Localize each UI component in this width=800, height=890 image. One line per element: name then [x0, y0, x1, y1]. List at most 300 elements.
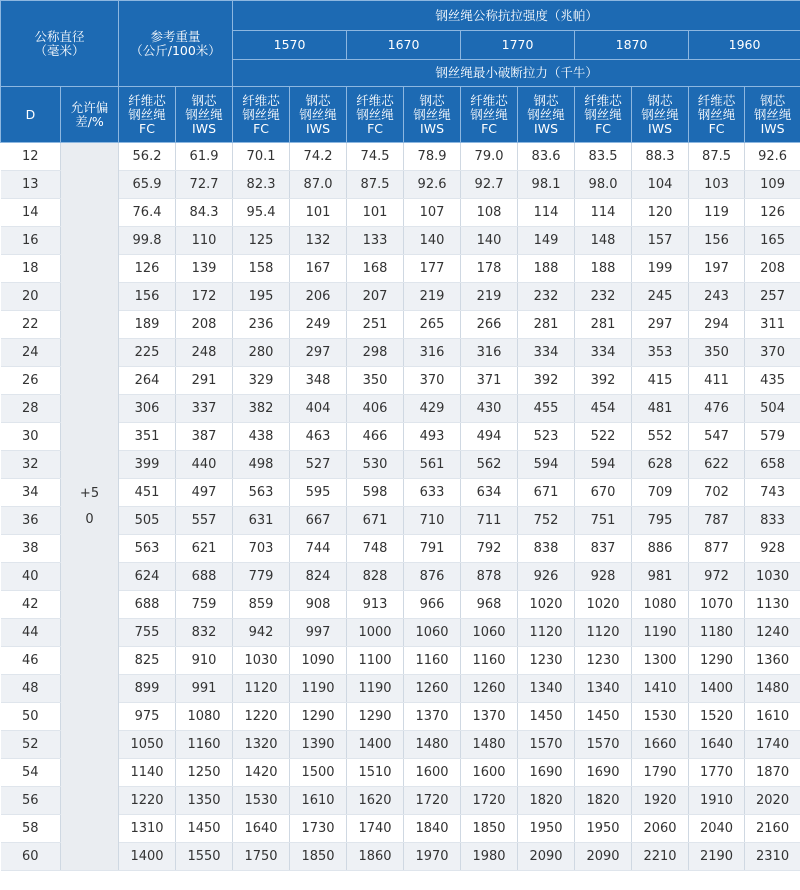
value-cell: 92.7	[461, 171, 518, 199]
diameter-header: 公称直径 （毫米）	[1, 1, 119, 87]
table-row	[1, 535, 800, 563]
value-cell: 968	[461, 591, 518, 619]
value-cell: 1820	[575, 787, 632, 815]
value-cell: 219	[404, 283, 461, 311]
diameter-cell: 58	[1, 815, 61, 843]
diameter-cell: 34	[1, 479, 61, 507]
value-cell: 832	[176, 619, 233, 647]
table-row	[1, 759, 800, 787]
value-cell: 291	[176, 367, 233, 395]
diameter-cell: 46	[1, 647, 61, 675]
iws-header: 钢芯 钢丝绳 IWS	[632, 87, 689, 143]
value-cell: 838	[518, 535, 575, 563]
value-cell: 547	[689, 423, 745, 451]
diameter-cell: 50	[1, 703, 61, 731]
table-row	[1, 367, 800, 395]
value-cell: 628	[632, 451, 689, 479]
value-cell: 1030	[745, 563, 800, 591]
value-cell: 1080	[632, 591, 689, 619]
value-cell: 392	[518, 367, 575, 395]
table-row	[1, 395, 800, 423]
table-row	[1, 339, 800, 367]
value-cell: 168	[347, 255, 404, 283]
value-cell: 351	[119, 423, 176, 451]
value-cell: 70.1	[233, 143, 290, 171]
value-cell: 1220	[119, 787, 176, 815]
weight-header: 参考重量 （公斤/100米）	[119, 1, 233, 87]
value-cell: 1480	[745, 675, 800, 703]
value-cell: 79.0	[461, 143, 518, 171]
value-cell: 709	[632, 479, 689, 507]
value-cell: 505	[119, 507, 176, 535]
value-cell: 245	[632, 283, 689, 311]
value-cell: 981	[632, 563, 689, 591]
value-cell: 667	[290, 507, 347, 535]
value-cell: 711	[461, 507, 518, 535]
value-cell: 624	[119, 563, 176, 591]
value-cell: 1190	[290, 675, 347, 703]
diameter-cell: 52	[1, 731, 61, 759]
diameter-cell: 22	[1, 311, 61, 339]
value-cell: 232	[518, 283, 575, 311]
table-row	[1, 451, 800, 479]
value-cell: 2310	[745, 843, 800, 871]
fc-header: 纤维芯 钢丝绳 FC	[689, 87, 745, 143]
value-cell: 82.3	[233, 171, 290, 199]
value-cell: 1660	[632, 731, 689, 759]
value-cell: 1230	[575, 647, 632, 675]
value-cell: 744	[290, 535, 347, 563]
value-cell: 1290	[689, 647, 745, 675]
value-cell: 371	[461, 367, 518, 395]
fc-header: 纤维芯 钢丝绳 FC	[461, 87, 518, 143]
value-cell: 563	[119, 535, 176, 563]
value-cell: 859	[233, 591, 290, 619]
diameter-cell: 12	[1, 143, 61, 171]
diameter-cell: 13	[1, 171, 61, 199]
value-cell: 1060	[404, 619, 461, 647]
value-cell: 56.2	[119, 143, 176, 171]
value-cell: 466	[347, 423, 404, 451]
value-cell: 87.5	[347, 171, 404, 199]
value-cell: 1840	[404, 815, 461, 843]
value-cell: 795	[632, 507, 689, 535]
value-cell: 1340	[575, 675, 632, 703]
value-cell: 454	[575, 395, 632, 423]
value-cell: 1550	[176, 843, 233, 871]
iws-header: 钢芯 钢丝绳 IWS	[745, 87, 800, 143]
grade-header: 1670	[347, 31, 461, 60]
value-cell: 1090	[290, 647, 347, 675]
value-cell: 109	[745, 171, 800, 199]
value-cell: 631	[233, 507, 290, 535]
value-cell: 1950	[518, 815, 575, 843]
value-cell: 476	[689, 395, 745, 423]
value-cell: 1030	[233, 647, 290, 675]
value-cell: 415	[632, 367, 689, 395]
value-cell: 1620	[347, 787, 404, 815]
value-cell: 133	[347, 227, 404, 255]
value-cell: 1240	[745, 619, 800, 647]
value-cell: 1720	[404, 787, 461, 815]
value-cell: 98.0	[575, 171, 632, 199]
value-cell: 2040	[689, 815, 745, 843]
value-cell: 1420	[233, 759, 290, 787]
value-cell: 1510	[347, 759, 404, 787]
fc-header: 纤维芯 钢丝绳 FC	[575, 87, 632, 143]
value-cell: 594	[518, 451, 575, 479]
value-cell: 101	[290, 199, 347, 227]
table-row	[1, 479, 800, 507]
value-cell: 1160	[461, 647, 518, 675]
value-cell: 1370	[461, 703, 518, 731]
value-cell: 158	[233, 255, 290, 283]
value-cell: 1750	[233, 843, 290, 871]
value-cell: 1610	[745, 703, 800, 731]
value-cell: 1920	[632, 787, 689, 815]
value-cell: 1120	[575, 619, 632, 647]
value-cell: 140	[461, 227, 518, 255]
iws-header: 钢芯 钢丝绳 IWS	[176, 87, 233, 143]
value-cell: 658	[745, 451, 800, 479]
diameter-cell: 40	[1, 563, 61, 591]
table-row	[1, 731, 800, 759]
value-cell: 1720	[461, 787, 518, 815]
value-cell: 2060	[632, 815, 689, 843]
diameter-cell: 54	[1, 759, 61, 787]
breaking-force-header: 钢丝绳最小破断拉力（千牛）	[233, 60, 800, 87]
table-row	[1, 143, 800, 171]
value-cell: 156	[689, 227, 745, 255]
value-cell: 207	[347, 283, 404, 311]
value-cell: 236	[233, 311, 290, 339]
diameter-cell: 24	[1, 339, 61, 367]
value-cell: 828	[347, 563, 404, 591]
value-cell: 481	[632, 395, 689, 423]
value-cell: 1740	[347, 815, 404, 843]
table-row	[1, 787, 800, 815]
value-cell: 208	[745, 255, 800, 283]
value-cell: 561	[404, 451, 461, 479]
value-cell: 1690	[518, 759, 575, 787]
value-cell: 429	[404, 395, 461, 423]
value-cell: 1320	[233, 731, 290, 759]
value-cell: 1400	[347, 731, 404, 759]
value-cell: 243	[689, 283, 745, 311]
value-cell: 1980	[461, 843, 518, 871]
value-cell: 110	[176, 227, 233, 255]
strength-header: 钢丝绳公称抗拉强度（兆帕）	[233, 1, 800, 31]
value-cell: 671	[518, 479, 575, 507]
value-cell: 1390	[290, 731, 347, 759]
value-cell: 688	[119, 591, 176, 619]
value-cell: 1000	[347, 619, 404, 647]
value-cell: 87.5	[689, 143, 745, 171]
value-cell: 114	[518, 199, 575, 227]
value-cell: 522	[575, 423, 632, 451]
table-row	[1, 815, 800, 843]
value-cell: 83.5	[575, 143, 632, 171]
value-cell: 149	[518, 227, 575, 255]
value-cell: 595	[290, 479, 347, 507]
value-cell: 78.9	[404, 143, 461, 171]
value-cell: 188	[575, 255, 632, 283]
table-row	[1, 227, 800, 255]
value-cell: 1770	[689, 759, 745, 787]
value-cell: 1190	[632, 619, 689, 647]
value-cell: 95.4	[233, 199, 290, 227]
value-cell: 942	[233, 619, 290, 647]
fc-header: 纤维芯 钢丝绳 FC	[119, 87, 176, 143]
value-cell: 1300	[632, 647, 689, 675]
value-cell: 563	[233, 479, 290, 507]
value-cell: 189	[119, 311, 176, 339]
diameter-cell: 48	[1, 675, 61, 703]
value-cell: 353	[632, 339, 689, 367]
value-cell: 264	[119, 367, 176, 395]
value-cell: 266	[461, 311, 518, 339]
value-cell: 83.6	[518, 143, 575, 171]
value-cell: 688	[176, 563, 233, 591]
value-cell: 119	[689, 199, 745, 227]
value-cell: 107	[404, 199, 461, 227]
value-cell: 311	[745, 311, 800, 339]
value-cell: 126	[119, 255, 176, 283]
value-cell: 329	[233, 367, 290, 395]
value-cell: 1610	[290, 787, 347, 815]
value-cell: 530	[347, 451, 404, 479]
value-cell: 257	[745, 283, 800, 311]
value-cell: 306	[119, 395, 176, 423]
value-cell: 297	[632, 311, 689, 339]
value-cell: 140	[404, 227, 461, 255]
value-cell: 1290	[347, 703, 404, 731]
value-cell: 1220	[233, 703, 290, 731]
value-cell: 972	[689, 563, 745, 591]
grade-header: 1770	[461, 31, 575, 60]
value-cell: 1860	[347, 843, 404, 871]
value-cell: 87.0	[290, 171, 347, 199]
table-row	[1, 703, 800, 731]
value-cell: 1070	[689, 591, 745, 619]
value-cell: 387	[176, 423, 233, 451]
value-cell: 65.9	[119, 171, 176, 199]
value-cell: 225	[119, 339, 176, 367]
value-cell: 833	[745, 507, 800, 535]
value-cell: 101	[347, 199, 404, 227]
value-cell: 671	[347, 507, 404, 535]
value-cell: 1060	[461, 619, 518, 647]
value-cell: 877	[689, 535, 745, 563]
value-cell: 1290	[290, 703, 347, 731]
value-cell: 1730	[290, 815, 347, 843]
value-cell: 74.5	[347, 143, 404, 171]
value-cell: 92.6	[745, 143, 800, 171]
value-cell: 2190	[689, 843, 745, 871]
value-cell: 1790	[632, 759, 689, 787]
value-cell: 1450	[176, 815, 233, 843]
value-cell: 350	[347, 367, 404, 395]
value-cell: 294	[689, 311, 745, 339]
value-cell: 298	[347, 339, 404, 367]
value-cell: 1020	[518, 591, 575, 619]
value-cell: 1500	[290, 759, 347, 787]
value-cell: 743	[745, 479, 800, 507]
value-cell: 316	[404, 339, 461, 367]
value-cell: 348	[290, 367, 347, 395]
diameter-cell: 44	[1, 619, 61, 647]
value-cell: 178	[461, 255, 518, 283]
value-cell: 928	[745, 535, 800, 563]
value-cell: 494	[461, 423, 518, 451]
value-cell: 997	[290, 619, 347, 647]
diameter-cell: 26	[1, 367, 61, 395]
table-row	[1, 563, 800, 591]
table-row	[1, 507, 800, 535]
value-cell: 156	[119, 283, 176, 311]
diameter-cell: 60	[1, 843, 61, 871]
value-cell: 621	[176, 535, 233, 563]
value-cell: 1570	[575, 731, 632, 759]
value-cell: 779	[233, 563, 290, 591]
value-cell: 523	[518, 423, 575, 451]
value-cell: 1120	[518, 619, 575, 647]
value-cell: 281	[518, 311, 575, 339]
value-cell: 1600	[461, 759, 518, 787]
iws-header: 钢芯 钢丝绳 IWS	[290, 87, 347, 143]
value-cell: 1130	[745, 591, 800, 619]
value-cell: 1950	[575, 815, 632, 843]
table-row	[1, 843, 800, 871]
value-cell: 199	[632, 255, 689, 283]
value-cell: 132	[290, 227, 347, 255]
value-cell: 1740	[745, 731, 800, 759]
value-cell: 755	[119, 619, 176, 647]
value-cell: 1050	[119, 731, 176, 759]
value-cell: 103	[689, 171, 745, 199]
value-cell: 248	[176, 339, 233, 367]
value-cell: 1260	[404, 675, 461, 703]
value-cell: 598	[347, 479, 404, 507]
value-cell: 88.3	[632, 143, 689, 171]
value-cell: 1410	[632, 675, 689, 703]
value-cell: 1640	[689, 731, 745, 759]
value-cell: 876	[404, 563, 461, 591]
diameter-cell: 38	[1, 535, 61, 563]
value-cell: 1530	[233, 787, 290, 815]
value-cell: 1520	[689, 703, 745, 731]
value-cell: 1120	[233, 675, 290, 703]
value-cell: 966	[404, 591, 461, 619]
value-cell: 594	[575, 451, 632, 479]
value-cell: 99.8	[119, 227, 176, 255]
value-cell: 759	[176, 591, 233, 619]
value-cell: 350	[689, 339, 745, 367]
diameter-cell: 16	[1, 227, 61, 255]
value-cell: 382	[233, 395, 290, 423]
value-cell: 1100	[347, 647, 404, 675]
table-header	[1, 1, 800, 143]
value-cell: 622	[689, 451, 745, 479]
table-row	[1, 199, 800, 227]
value-cell: 334	[575, 339, 632, 367]
value-cell: 440	[176, 451, 233, 479]
value-cell: 1850	[461, 815, 518, 843]
value-cell: 297	[290, 339, 347, 367]
grade-header: 1870	[575, 31, 689, 60]
value-cell: 2090	[518, 843, 575, 871]
value-cell: 1180	[689, 619, 745, 647]
value-cell: 404	[290, 395, 347, 423]
value-cell: 703	[233, 535, 290, 563]
value-cell: 1230	[518, 647, 575, 675]
value-cell: 84.3	[176, 199, 233, 227]
value-cell: 1080	[176, 703, 233, 731]
value-cell: 411	[689, 367, 745, 395]
value-cell: 195	[233, 283, 290, 311]
table-row	[1, 591, 800, 619]
value-cell: 926	[518, 563, 575, 591]
tolerance-upper: +5	[79, 485, 100, 501]
value-cell: 2210	[632, 843, 689, 871]
value-cell: 1370	[404, 703, 461, 731]
value-cell: 1530	[632, 703, 689, 731]
d-header: D	[1, 87, 61, 143]
diameter-cell: 28	[1, 395, 61, 423]
value-cell: 633	[404, 479, 461, 507]
value-cell: 910	[176, 647, 233, 675]
value-cell: 219	[461, 283, 518, 311]
table-row	[1, 255, 800, 283]
value-cell: 825	[119, 647, 176, 675]
value-cell: 670	[575, 479, 632, 507]
value-cell: 1450	[518, 703, 575, 731]
value-cell: 824	[290, 563, 347, 591]
value-cell: 1310	[119, 815, 176, 843]
value-cell: 579	[745, 423, 800, 451]
diameter-cell: 30	[1, 423, 61, 451]
value-cell: 1350	[176, 787, 233, 815]
value-cell: 2090	[575, 843, 632, 871]
value-cell: 208	[176, 311, 233, 339]
value-cell: 370	[745, 339, 800, 367]
diameter-cell: 18	[1, 255, 61, 283]
value-cell: 249	[290, 311, 347, 339]
diameter-cell: 36	[1, 507, 61, 535]
value-cell: 188	[518, 255, 575, 283]
table-row	[1, 423, 800, 451]
value-cell: 1340	[518, 675, 575, 703]
value-cell: 139	[176, 255, 233, 283]
value-cell: 114	[575, 199, 632, 227]
value-cell: 908	[290, 591, 347, 619]
value-cell: 399	[119, 451, 176, 479]
value-cell: 316	[461, 339, 518, 367]
value-cell: 751	[575, 507, 632, 535]
value-cell: 463	[290, 423, 347, 451]
value-cell: 406	[347, 395, 404, 423]
value-cell: 1400	[119, 843, 176, 871]
value-cell: 197	[689, 255, 745, 283]
value-cell: 177	[404, 255, 461, 283]
value-cell: 74.2	[290, 143, 347, 171]
value-cell: 1190	[347, 675, 404, 703]
iws-header: 钢芯 钢丝绳 IWS	[404, 87, 461, 143]
value-cell: 232	[575, 283, 632, 311]
value-cell: 1160	[176, 731, 233, 759]
value-cell: 886	[632, 535, 689, 563]
grade-header: 1570	[233, 31, 347, 60]
